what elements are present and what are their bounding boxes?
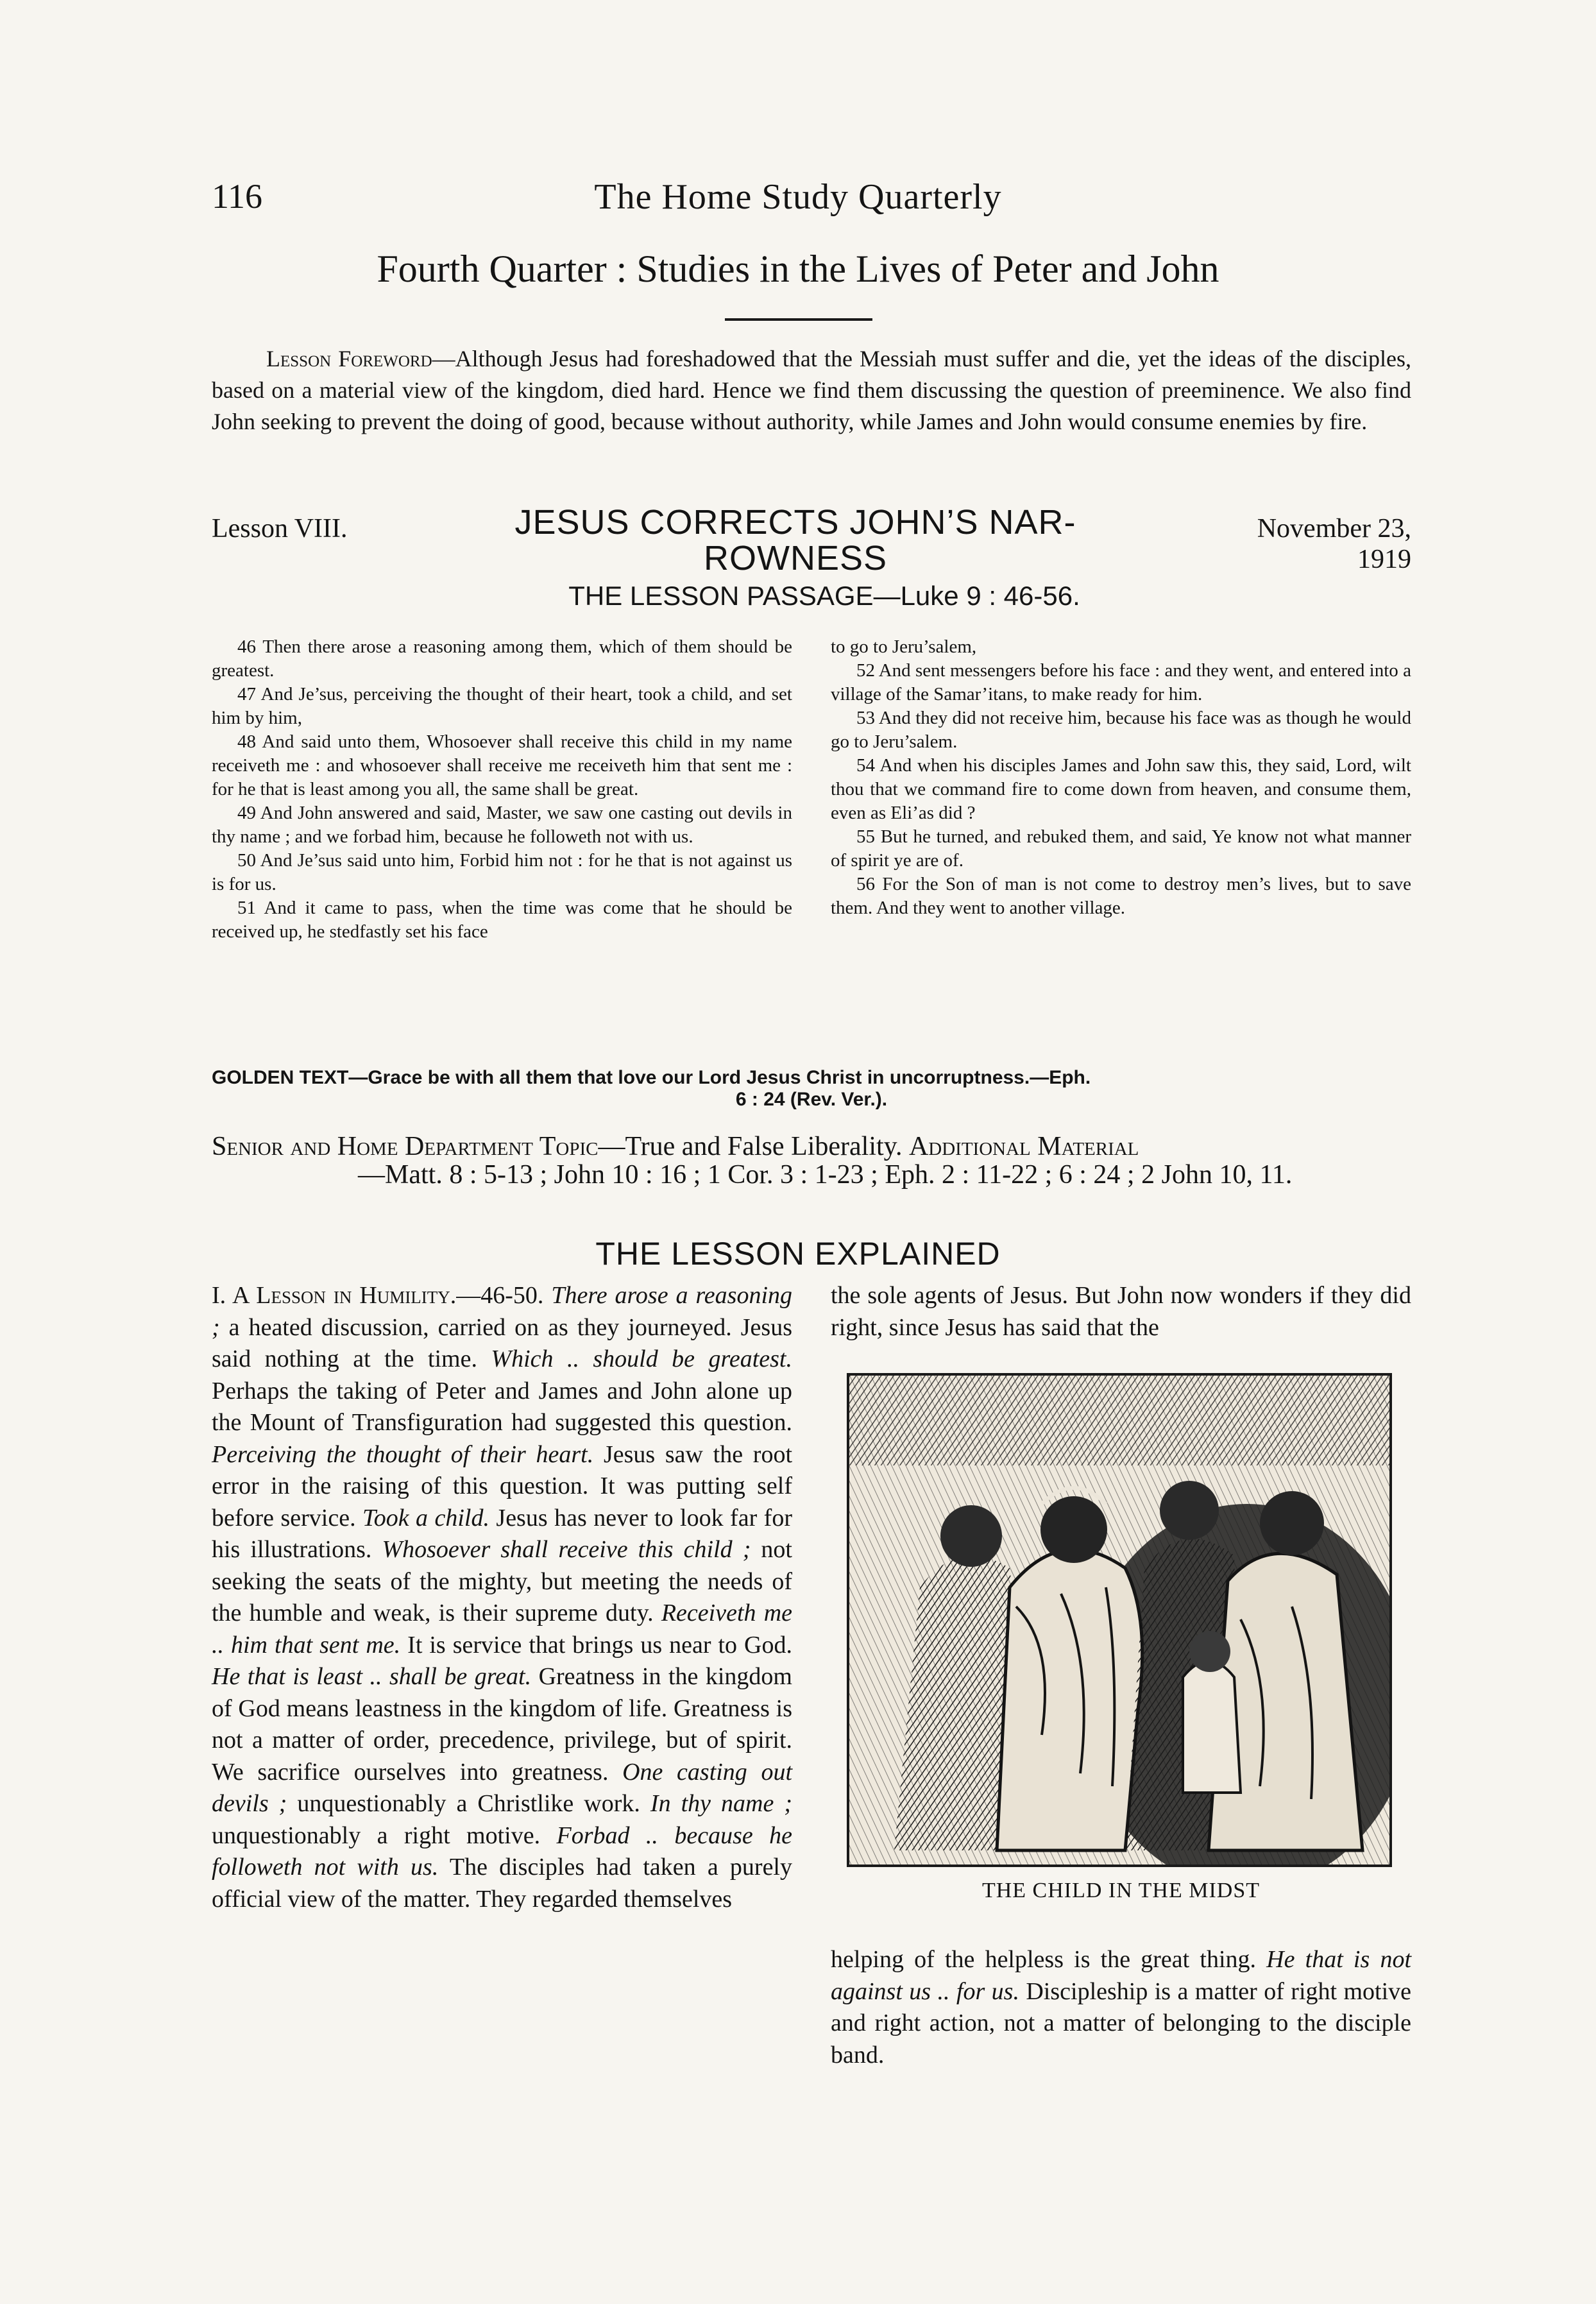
page-number: 116	[212, 177, 262, 216]
commentary-text: —46-50.	[456, 1282, 552, 1309]
topic-text: —True and False Liberality.	[598, 1132, 903, 1161]
commentary-text: Jesus has never to look far for his illustrations.	[212, 1504, 792, 1563]
lesson-foreword	[212, 343, 1411, 438]
explanation-left-column	[212, 1280, 792, 1915]
foreword-label: Lesson Foreword	[266, 346, 432, 371]
verse: 49 And John answered and said, Master, we saw one casting out devils in thy name ; and we forbad him, because he followeth not with us.	[212, 803, 792, 847]
scripture-phrase: There arose a reasoning ;	[212, 1282, 793, 1341]
additional-material-text: —Matt. 8 : 5-13 ; John 10 : 16 ; 1 Cor. 3 : 1-23 ; Eph. 2 : 11-22 ; 6 : 24 ; 2 John 10, 11.	[358, 1160, 1293, 1190]
lesson-title	[443, 504, 1148, 576]
commentary-text: It is service that brings us near to God.	[400, 1631, 793, 1659]
foreword-text: —Although Jesus had foreshadowed that the Messiah must suffer and die, yet the ideas of the disciples, based on a material view of the kingdom, died hard. Hence we find them discussing the question of preeminence. We also find John seeking to prevent the doing of good, because without authority, while James and John would consume enemies by fire.	[212, 346, 1412, 434]
commentary-text: a heated discussion, carried on as they journeyed. Jesus said nothing at the time.	[212, 1313, 792, 1372]
lesson-title-line2: ROWNESS	[703, 539, 888, 577]
verse: 46 Then there arose a reasoning among them, which of them should be greatest.	[212, 636, 792, 681]
illustration-frame	[847, 1373, 1392, 1867]
verse: 56 For the Son of man is not come to destroy men’s lives, but to save them. And they went to another village.	[831, 874, 1411, 918]
explanation-right-top: the sole agents of Jesus. But John now wonders if they did right, since Jesus has said that the	[831, 1282, 1411, 1341]
commentary-text: Discipleship is a matter of right motive and right action, not a matter of belonging to the disciple band.	[831, 1977, 1412, 2069]
lesson-title-line1: JESUS CORRECTS JOHN’S NAR-	[514, 503, 1076, 542]
verse: 50 And Je’sus said unto him, Forbid him not : for he that is not against us is for us.	[212, 850, 792, 894]
department-topic	[212, 1132, 1411, 1189]
scripture-phrase: In thy name ;	[650, 1790, 792, 1817]
running-title: The Home Study Quarterly	[594, 177, 1002, 217]
scripture-phrase: He that is not against us .. for us.	[831, 1946, 1412, 2005]
commentary-text: Greatness in the kingdom of God means leastness in the kingdom of life. Greatness is not a matter of order, precedence, privilege, but of spirit. We sacrifice ourselves into greatness.	[212, 1663, 792, 1786]
commentary-text: The disciples had taken a purely official view of the matter. They regarded themselves	[212, 1854, 792, 1913]
verse: 47 And Je’sus, perceiving the thought of their heart, took a child, and set him by him,	[212, 684, 792, 728]
lesson-passage: THE LESSON PASSAGE—Luke 9 : 46-56.	[568, 581, 1080, 611]
scripture-phrase: Whosoever shall receive this child ;	[382, 1536, 751, 1563]
lesson-explained-heading: THE LESSON EXPLAINED	[595, 1236, 1001, 1272]
explanation-left-text	[212, 1282, 792, 1913]
lesson-number: Lesson VIII.	[212, 514, 348, 543]
explanation-right-bottom	[831, 1944, 1411, 2071]
illustration-caption: THE CHILD IN THE MIDST	[981, 1879, 1261, 1902]
commentary-text: helping of the helpless is the great thing.	[831, 1946, 1267, 1973]
additional-material-label: Additional Material	[908, 1132, 1139, 1161]
commentary-text: not seeking the seats of the mighty, but meeting the needs of the humble and weak, is their supreme duty.	[212, 1536, 792, 1626]
verse: 52 And sent messengers before his face : and they went, and entered into a village of the Samar’itans, to make ready for him.	[831, 660, 1411, 704]
golden-text-line1: GOLDEN TEXT—Grace be with all them that love our Lord Jesus Christ in uncorruptness.—Eph.	[212, 1067, 1091, 1088]
scripture-phrase: Took a child.	[362, 1504, 489, 1532]
title-rule	[725, 318, 872, 321]
verses-right-column	[831, 635, 1411, 920]
verse: to go to Jeru’salem,	[831, 636, 977, 657]
commentary-text: Jesus saw the root error in the raising of this question. It was putting self before service.	[212, 1440, 793, 1532]
scripture-phrase: Receiveth me .. him that sent me.	[212, 1600, 793, 1659]
scripture-phrase: He that is least .. shall be great.	[212, 1663, 532, 1690]
section-label: I. A Lesson in Humility.	[212, 1282, 457, 1309]
quarter-title: Fourth Quarter : Studies in the Lives of Peter and John	[377, 248, 1219, 290]
commentary-text: unquestionably a right motive.	[212, 1822, 557, 1849]
commentary-text: Perhaps the taking of Peter and James and John alone up the Mount of Transfiguration had suggested this question.	[212, 1377, 792, 1436]
verse: 48 And said unto them, Whosoever shall receive this child in my name receiveth me : and whosoever shall receive me receiveth him that sent me : for he that is least among you all, the same shall be great.	[212, 731, 792, 799]
engraving-illustration-icon	[849, 1376, 1389, 1865]
verse: 53 And they did not receive him, because his face was as though he would go to Jeru’salem.	[831, 708, 1411, 752]
lesson-date: November 23, 1919	[1257, 514, 1411, 574]
verse: 54 And when his disciples James and John saw this, they said, Lord, wilt thou that we command fire to come down from heaven, and consume them, even as Eli’as did ?	[831, 755, 1411, 823]
verses-left-column	[212, 635, 792, 944]
commentary-text: unquestionably a Christlike work.	[287, 1790, 650, 1817]
verse: 51 And it came to pass, when the time was come that he should be received up, he stedfastly set his face	[212, 898, 792, 942]
scripture-phrase: Forbad .. because he followeth not with us.	[212, 1822, 792, 1881]
golden-text	[212, 1067, 1411, 1111]
topic-label: Senior and Home Department Topic	[212, 1132, 598, 1161]
verse: 55 But he turned, and rebuked them, and said, Ye know not what manner of spirit ye are of.	[831, 826, 1411, 871]
scripture-phrase: One casting out devils ;	[212, 1758, 793, 1817]
scripture-phrase: Which .. should be greatest.	[491, 1345, 792, 1372]
golden-text-line2: 6 : 24 (Rev. Ver.).	[735, 1089, 888, 1110]
scripture-phrase: Perceiving the thought of their heart.	[212, 1440, 594, 1468]
